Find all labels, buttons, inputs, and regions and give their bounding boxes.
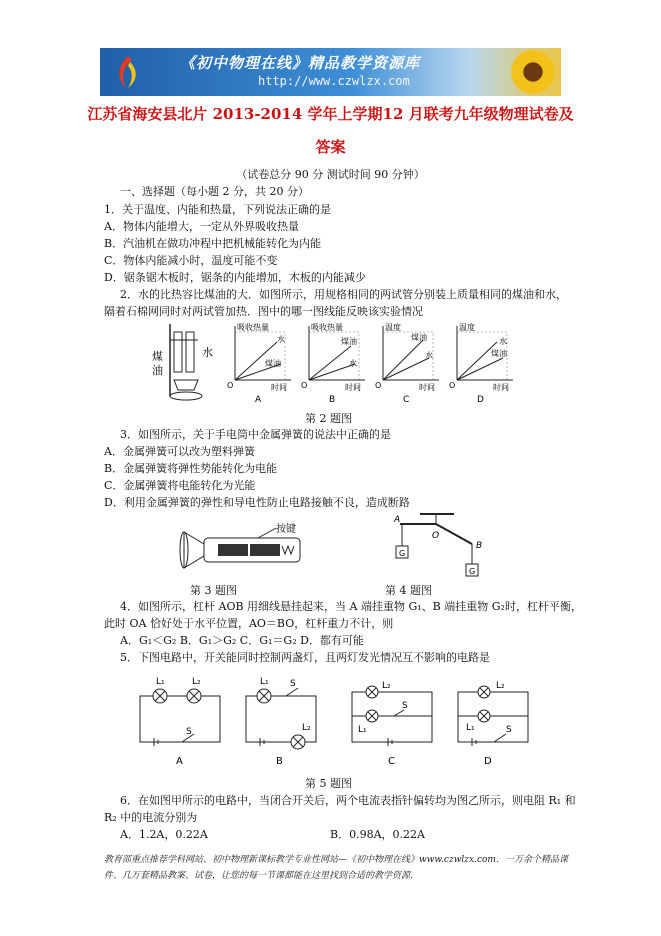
graph-b-upper: 煤油 <box>341 337 357 346</box>
lever-o-label: O <box>432 531 440 541</box>
circuit-b-switch: S <box>290 679 296 689</box>
graph-c-upper: 煤油 <box>411 333 427 342</box>
page-footer <box>104 852 604 884</box>
graph-c-origin: O <box>375 381 382 390</box>
graph-a-ylabel: 吸收热量 <box>237 323 269 332</box>
graph-a-upper: 水 <box>277 335 285 344</box>
q2-graphs <box>225 322 515 404</box>
circuit-a-letter: A <box>176 756 183 767</box>
circuit-c-switch: S <box>402 701 408 711</box>
graph-d-xlabel: 时间 <box>493 383 509 392</box>
q3-option-b: B．金属弹簧将弹性势能转化为电能 <box>104 462 278 475</box>
lever-figure <box>390 510 490 580</box>
graph-a <box>227 322 291 404</box>
beaker-oil-label-2: 油 <box>152 364 163 377</box>
q3-option-a: A．金属弹簧可以改为塑料弹簧 <box>104 445 255 458</box>
beaker-oil-label: 煤 <box>152 350 163 363</box>
page-title-line1: 江苏省海安县北片 2013-2014 学年上学期12 月联考九年级物理试卷及 <box>87 105 574 123</box>
circuit-b-letter: B <box>276 756 283 767</box>
circuit-b-l1: L₁ <box>260 677 269 687</box>
q6-stem-1: 6．在如图甲所示的电路中，当闭合开关后，两个电流表指针偏转均为图乙所示，则电阻 R₁ 和 <box>120 794 576 807</box>
graph-d-upper: 水 <box>499 337 507 346</box>
graph-a-letter: A <box>255 395 262 404</box>
circuit-a-l1: L₁ <box>156 677 165 687</box>
graph-b-letter: B <box>329 395 336 404</box>
q2-stem-1: 2．水的比热容比煤油的大．如图所示，用规格相同的两试管分别装上质量相同的煤油和水， <box>120 288 567 301</box>
q5-caption: 第 5 题图 <box>305 777 352 790</box>
graph-c-xlabel: 时间 <box>419 383 435 392</box>
weight-g2-label: G <box>469 567 476 576</box>
q3-stem: 3．如图所示，关于手电筒中金属弹簧的说法中正确的是 <box>120 428 391 441</box>
q6-option-b: B．0.98A，0.22A <box>330 828 425 841</box>
q1-option-b: B．汽油机在做功冲程中把机械能转化为内能 <box>104 237 322 250</box>
q5-stem: 5．下图电路中，开关能同时控制两盏灯，且两灯发光情况互不影响的电路是 <box>120 651 490 664</box>
banner-title: 《初中物理在线》精品教学资源库 <box>180 54 421 72</box>
circuit-d-switch: S <box>506 725 512 735</box>
circuit-d-letter: D <box>484 756 492 767</box>
weight-g1-label: G <box>399 549 406 558</box>
graph-d-letter: D <box>477 395 484 404</box>
circuit-c-l1: L₁ <box>358 725 367 735</box>
q6-stem-2: R₂ 中的电流分别为 <box>104 811 198 824</box>
circuit-c-letter: C <box>388 756 395 767</box>
circuit-a-l2: L₂ <box>192 677 201 687</box>
section-heading: 一、选择题（每小题 2 分，共 20 分） <box>120 185 309 198</box>
circuit-b <box>246 677 316 767</box>
circuit-c-l2: L₂ <box>382 681 391 691</box>
q3-caption: 第 3 题图 <box>190 584 237 597</box>
site-banner <box>100 48 561 96</box>
q3-option-c: C．金属弹簧将电能转化为光能 <box>104 479 256 492</box>
q6-option-a: A．1.2A，0.22A <box>120 828 208 841</box>
graph-c-lower: 水 <box>425 351 433 360</box>
graph-b-xlabel: 时间 <box>345 383 361 392</box>
footer-line-1: 教育部重点推荐学科网站、初中物理新课标教学专业性网站—《初中物理在线》www.czwlzx.com．一万余个精品课 <box>104 855 568 865</box>
footer-line-2: 件、几万套精品教案、试卷，让您的每一节课都能在这里找到合适的教学资源． <box>104 871 420 881</box>
graph-a-lower: 煤油 <box>265 359 281 368</box>
q5-circuits <box>130 672 530 772</box>
circuit-c <box>352 681 432 767</box>
flashlight-button-label: 按键 <box>276 524 296 535</box>
circuit-d-l2: L₂ <box>496 681 505 691</box>
q1-option-a: A．物体内能增大，一定从外界吸收热量 <box>104 220 299 233</box>
circuit-d-l1: L₁ <box>466 723 475 733</box>
graph-d-ylabel: 温度 <box>459 323 475 332</box>
graph-b <box>301 322 365 404</box>
q4-caption: 第 4 题图 <box>385 584 432 597</box>
circuit-d <box>458 681 528 767</box>
graph-d-lower: 煤油 <box>491 349 507 358</box>
circuit-b-l2: L₂ <box>302 723 311 733</box>
lever-a-label: A <box>394 515 401 525</box>
q1-stem: 1．关于温度、内能和热量，下列说法正确的是 <box>104 203 331 216</box>
q3-option-d: D．利用金属弹簧的弹性和导电性防止电路接触不良，造成断路 <box>104 496 410 509</box>
exam-info: （试卷总分 90 分 测试时间 90 分钟） <box>236 168 425 181</box>
graph-c <box>375 322 439 404</box>
q4-stem-2: 此时 OA 恰好处于水平位置，AO＝BO，杠杆重力不计，则 <box>104 617 394 630</box>
graph-b-origin: O <box>301 381 308 390</box>
graph-c-letter: C <box>403 395 410 404</box>
q4-stem-1: 4．如图所示，杠杆 AOB 用细线悬挂起来，当 A 端挂重物 G₁、B 端挂重物 G₂时，杠杆平衡， <box>120 600 582 613</box>
lever-b-label: B <box>476 541 483 551</box>
graph-a-xlabel: 时间 <box>271 383 287 392</box>
graph-a-origin: O <box>227 381 234 390</box>
q1-option-d: D．锯条锯木板时，锯条的内能增加，木板的内能减少 <box>104 271 366 284</box>
circuit-a-switch: S <box>186 727 192 737</box>
beaker-water-label: 水 <box>202 346 213 359</box>
banner-url: http://www.czwlzx.com <box>258 74 410 88</box>
graph-b-ylabel: 吸收热量 <box>311 323 343 332</box>
flashlight-figure <box>178 522 318 574</box>
graph-d <box>449 322 513 404</box>
q2-caption: 第 2 题图 <box>305 412 352 425</box>
q2-stem-2: 隔着石棉网同时对两试管加热．图中的哪一图线能反映该实验情况 <box>104 305 423 318</box>
q2-apparatus-figure <box>150 320 220 406</box>
page-title-line2: 答案 <box>315 138 346 156</box>
q4-options: A．G₁＜G₂ B．G₁＞G₂ C．G₁＝G₂ D．都有可能 <box>120 634 364 647</box>
circuit-a <box>140 677 220 767</box>
graph-b-lower: 水 <box>349 359 357 368</box>
sunflower-icon <box>511 50 555 94</box>
q1-option-c: C．物体内能减小时，温度可能不变 <box>104 254 278 267</box>
graph-c-ylabel: 温度 <box>385 323 401 332</box>
graph-d-origin: O <box>449 381 456 390</box>
site-logo-icon <box>108 52 148 92</box>
